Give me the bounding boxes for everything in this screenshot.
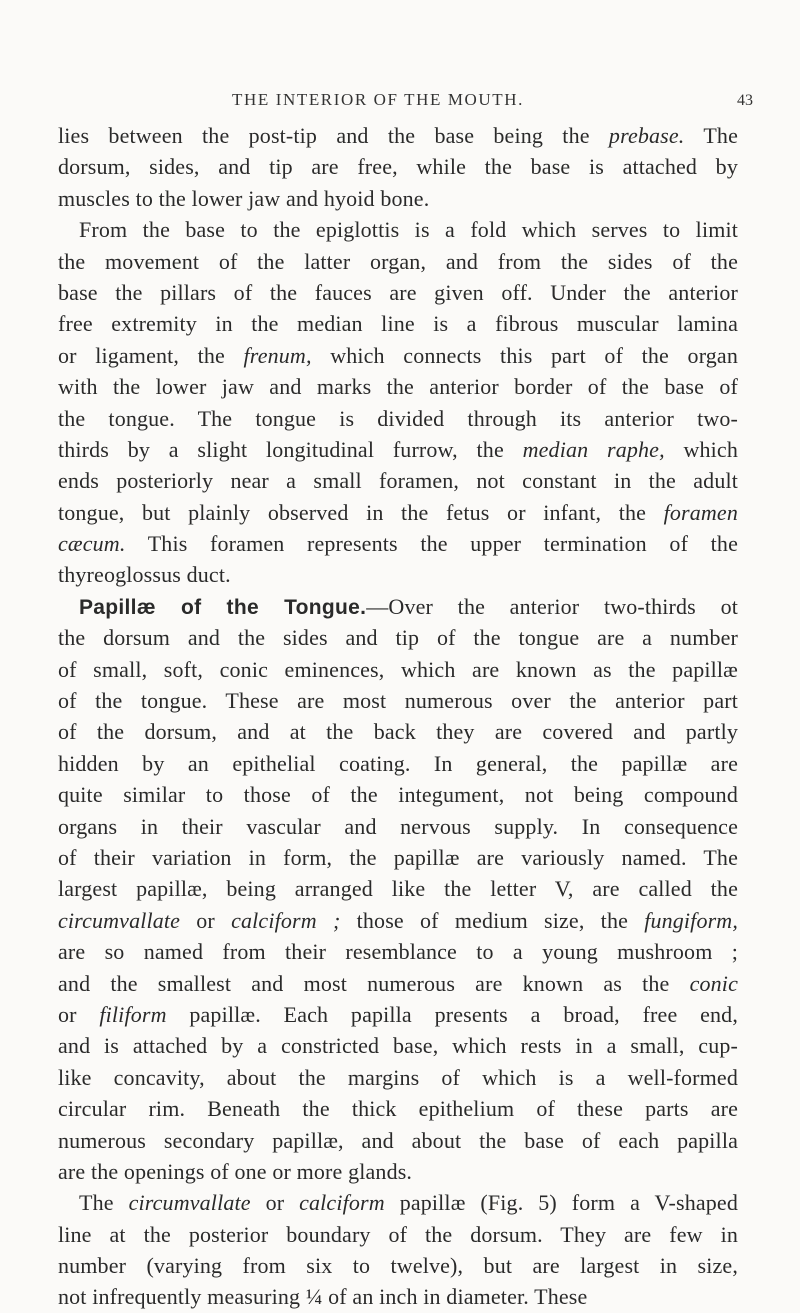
text-run: and is attached by a constricted base, which rests in a small, cup- — [58, 1033, 738, 1059]
text-run: free extremity in the median line is a fibrous muscular lamina — [58, 311, 738, 337]
italic-term: median raphe, — [522, 436, 665, 462]
text-run: of the dorsum, and at the back they are covered and partly — [58, 719, 738, 745]
text-run: lies between the post-tip and the base being the — [58, 123, 609, 148]
text-line — [58, 183, 738, 214]
text-line — [58, 1219, 738, 1250]
text-line — [58, 151, 738, 182]
text-run: or ligament, the — [58, 342, 244, 368]
text-line — [58, 999, 738, 1030]
text-run: or — [250, 1190, 300, 1216]
text-line — [58, 905, 738, 936]
text-run: papillæ. Each papilla presents a broad, free end, — [166, 1001, 738, 1027]
italic-term: frenum, — [243, 342, 312, 368]
text-run: line at the posterior boundary of the dorsum. They are few in — [58, 1221, 738, 1247]
text-run: circular rim. Beneath the thick epithelium of these parts are — [58, 1096, 738, 1122]
body-text — [58, 120, 738, 1313]
text-run: those of medium size, the — [340, 907, 645, 933]
text-run: —Over the anterior two-thirds ot — [366, 593, 738, 619]
text-run: base the pillars of the fauces are given off. Under the anterior — [58, 279, 738, 305]
text-run: muscles to the lower jaw and hyoid bone. — [58, 185, 430, 211]
text-run: the tongue. The tongue is divided through its anterior two- — [58, 405, 738, 431]
text-run: thyreoglossus duct. — [58, 562, 231, 588]
text-run: dorsum, sides, and tip are free, while the base is attached by — [58, 154, 738, 180]
text-line — [58, 1093, 738, 1124]
text-line — [58, 842, 738, 873]
text-run: which — [664, 436, 738, 462]
text-line — [58, 654, 738, 685]
text-run: thirds by a slight longitudinal furrow, the — [58, 436, 523, 462]
text-run: ends posteriorly near a small foramen, not constant in the adult — [58, 468, 738, 494]
text-run: or — [180, 907, 232, 933]
text-line — [58, 465, 738, 496]
text-run: like concavity, about the margins of which is a well-formed — [58, 1064, 738, 1090]
text-run: the movement of the latter organ, and from the sides of the — [58, 248, 738, 274]
italic-term: calciform ; — [231, 907, 341, 933]
text-run: From the base to the epiglottis is a fold which serves to limit — [79, 217, 738, 243]
text-run: The — [79, 1190, 129, 1216]
text-line — [58, 403, 738, 434]
text-line — [58, 591, 738, 622]
text-run: hidden by an epithelial coating. In general, the papillæ are — [58, 750, 738, 776]
text-line — [58, 371, 738, 402]
text-run: the dorsum and the sides and tip of the tongue are a number — [58, 625, 738, 651]
text-run: or — [58, 1001, 100, 1027]
text-run: quite similar to those of the integument, not being compound — [58, 782, 738, 808]
text-run: are so named from their resemblance to a young mushroom ; — [58, 939, 738, 965]
italic-term: prebase. — [608, 123, 685, 148]
text-line — [58, 1281, 738, 1312]
text-line — [58, 716, 738, 747]
text-run: are the openings of one or more glands. — [58, 1158, 413, 1184]
text-line — [58, 1030, 738, 1061]
text-line — [58, 685, 738, 716]
text-line — [58, 936, 738, 967]
text-run: This foramen represents the upper termination of the — [125, 531, 738, 557]
text-line — [58, 748, 738, 779]
text-line — [58, 1250, 738, 1281]
text-line — [58, 214, 738, 245]
text-line — [58, 559, 738, 590]
text-run: largest papillæ, being arranged like the letter V, are called the — [58, 876, 738, 902]
text-run: number (varying from six to twelve), but are largest in size, — [58, 1253, 738, 1279]
text-line — [58, 246, 738, 277]
text-line — [58, 120, 738, 151]
text-line — [58, 434, 738, 465]
text-line — [58, 497, 738, 528]
text-run: of their variation in form, the papillæ are variously named. The — [58, 844, 738, 870]
italic-term: filiform — [99, 1001, 167, 1027]
running-title: THE INTERIOR OF THE MOUTH. — [232, 90, 525, 109]
text-line — [58, 1187, 738, 1218]
text-run: with the lower jaw and marks the anterior border of the base of — [58, 374, 738, 400]
text-run: of small, soft, conic eminences, which are known as the papillæ — [58, 656, 738, 682]
text-line — [58, 1156, 738, 1187]
italic-term: cæcum. — [58, 531, 126, 557]
text-run: papillæ (Fig. 5) form a V-shaped — [384, 1190, 738, 1216]
text-run: and the smallest and most numerous are known as the — [58, 970, 690, 996]
text-run: of the tongue. These are most numerous over the anterior part — [58, 688, 738, 714]
page-number: 43 — [737, 92, 753, 109]
text-line — [58, 1062, 738, 1093]
text-line — [58, 277, 738, 308]
text-run: which connects this part of the organ — [311, 342, 738, 368]
text-run: tongue, but plainly observed in the fetus or infant, the — [58, 499, 664, 525]
text-run: organs in their vascular and nervous supply. In consequence — [58, 813, 738, 839]
text-run: numerous secondary papillæ, and about the base of each papilla — [58, 1127, 738, 1153]
text-run: not infrequently measuring ¼ of an inch in diameter. These — [58, 1284, 588, 1310]
text-line — [58, 779, 738, 810]
running-head — [0, 90, 800, 114]
text-line — [58, 873, 738, 904]
text-line — [58, 340, 738, 371]
text-run: The — [684, 123, 738, 148]
text-line — [58, 1125, 738, 1156]
section-heading: Papillæ of the Tongue. — [79, 595, 367, 619]
italic-term: conic — [689, 970, 738, 996]
text-line — [58, 811, 738, 842]
italic-term: foramen — [663, 499, 738, 525]
italic-term: fungiform, — [644, 907, 738, 933]
text-line — [58, 968, 738, 999]
italic-term: calciform — [299, 1190, 385, 1216]
italic-term: circumvallate — [128, 1190, 251, 1216]
text-line — [58, 622, 738, 653]
italic-term: circumvallate — [58, 907, 181, 933]
text-line — [58, 308, 738, 339]
text-line — [58, 528, 738, 559]
